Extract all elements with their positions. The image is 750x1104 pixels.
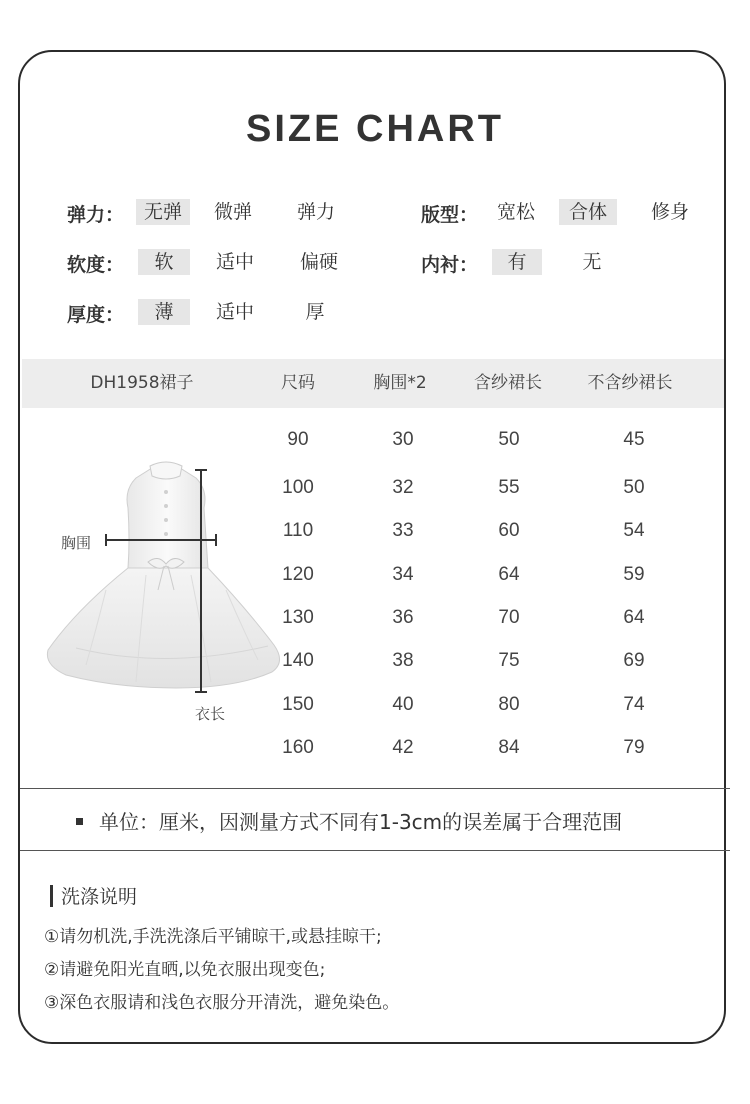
header-length-without-tulle: 不含纱裙长 xyxy=(587,373,673,393)
lining-option-no: 无 xyxy=(582,251,602,273)
table-cell: 140 xyxy=(282,650,314,671)
table-cell: 59 xyxy=(623,564,645,585)
softness-label: 软度： xyxy=(67,254,125,276)
table-cell: 120 xyxy=(282,564,314,585)
elasticity-option-none: 无弹 xyxy=(136,199,190,225)
lining-option-yes: 有 xyxy=(492,249,542,275)
title-bar-icon xyxy=(50,885,53,907)
elasticity-option-elastic: 弹力 xyxy=(296,201,335,223)
bullet-icon xyxy=(76,818,83,825)
chest-measure-label: 胸围 xyxy=(61,534,92,552)
table-cell: 160 xyxy=(282,737,314,758)
thickness-option-thin: 薄 xyxy=(138,299,190,325)
header-chest: 胸围*2 xyxy=(373,373,427,393)
washing-line: ③深色衣服请和浅色衣服分开清洗，避免染色。 xyxy=(44,993,400,1013)
unit-note-text: 单位：厘米，因测量方式不同有1-3cm的误差属于合理范围 xyxy=(99,810,623,834)
table-cell: 55 xyxy=(498,477,520,498)
table-cell: 150 xyxy=(282,694,314,715)
table-cell: 130 xyxy=(282,607,314,628)
table-cell: 34 xyxy=(392,564,414,585)
washing-title xyxy=(50,882,137,909)
table-cell: 74 xyxy=(623,694,645,715)
table-cell: 90 xyxy=(287,429,309,450)
elasticity-option-slight: 微弹 xyxy=(213,201,252,223)
table-cell: 69 xyxy=(623,650,645,671)
table-cell: 84 xyxy=(498,737,520,758)
table-cell: 75 xyxy=(498,650,520,671)
fit-option-loose: 宽松 xyxy=(496,201,535,223)
page-title: SIZE CHART xyxy=(246,108,504,150)
lining-label: 内衬： xyxy=(421,254,479,276)
fit-option-slim: 修身 xyxy=(650,201,689,223)
dress-illustration xyxy=(36,450,296,750)
table-cell: 70 xyxy=(498,607,520,628)
table-cell: 30 xyxy=(392,429,414,450)
washing-line: ②请避免阳光直晒,以免衣服出现变色; xyxy=(44,960,326,980)
table-cell: 100 xyxy=(282,477,314,498)
thickness-option-medium: 适中 xyxy=(215,301,254,323)
softness-option-soft: 软 xyxy=(138,249,190,275)
table-cell: 64 xyxy=(623,607,645,628)
fit-option-regular: 合体 xyxy=(559,199,617,225)
table-cell: 32 xyxy=(392,477,414,498)
length-measure-label: 衣长 xyxy=(195,705,226,723)
table-cell: 80 xyxy=(498,694,520,715)
unit-note xyxy=(76,806,622,835)
table-cell: 60 xyxy=(498,520,520,541)
table-cell: 110 xyxy=(282,520,314,541)
table-cell: 33 xyxy=(392,520,414,541)
table-cell: 50 xyxy=(498,429,520,450)
washing-line: ①请勿机洗,手洗洗涤后平铺晾干,或悬挂晾干; xyxy=(44,927,382,947)
header-length-with-tulle: 含纱裙长 xyxy=(474,373,542,393)
table-cell: 38 xyxy=(392,650,414,671)
table-cell: 42 xyxy=(392,737,414,758)
header-size: 尺码 xyxy=(281,373,315,393)
table-cell: 45 xyxy=(623,429,645,450)
divider xyxy=(20,788,730,789)
table-cell: 54 xyxy=(623,520,645,541)
size-table-header xyxy=(22,359,724,408)
thickness-label: 厚度： xyxy=(67,304,125,326)
softness-option-stiff: 偏硬 xyxy=(299,251,338,273)
table-cell: 50 xyxy=(623,477,645,498)
washing-title-text: 洗涤说明 xyxy=(61,886,138,908)
elasticity-label: 弹力： xyxy=(67,204,125,226)
divider xyxy=(20,850,730,851)
table-cell: 79 xyxy=(623,737,645,758)
table-cell: 64 xyxy=(498,564,520,585)
table-cell: 36 xyxy=(392,607,414,628)
fit-label: 版型： xyxy=(421,204,479,226)
thickness-option-thick: 厚 xyxy=(305,301,325,323)
table-cell: 40 xyxy=(392,694,414,715)
softness-option-medium: 适中 xyxy=(215,251,254,273)
product-name: DH1958裙子 xyxy=(90,373,194,393)
